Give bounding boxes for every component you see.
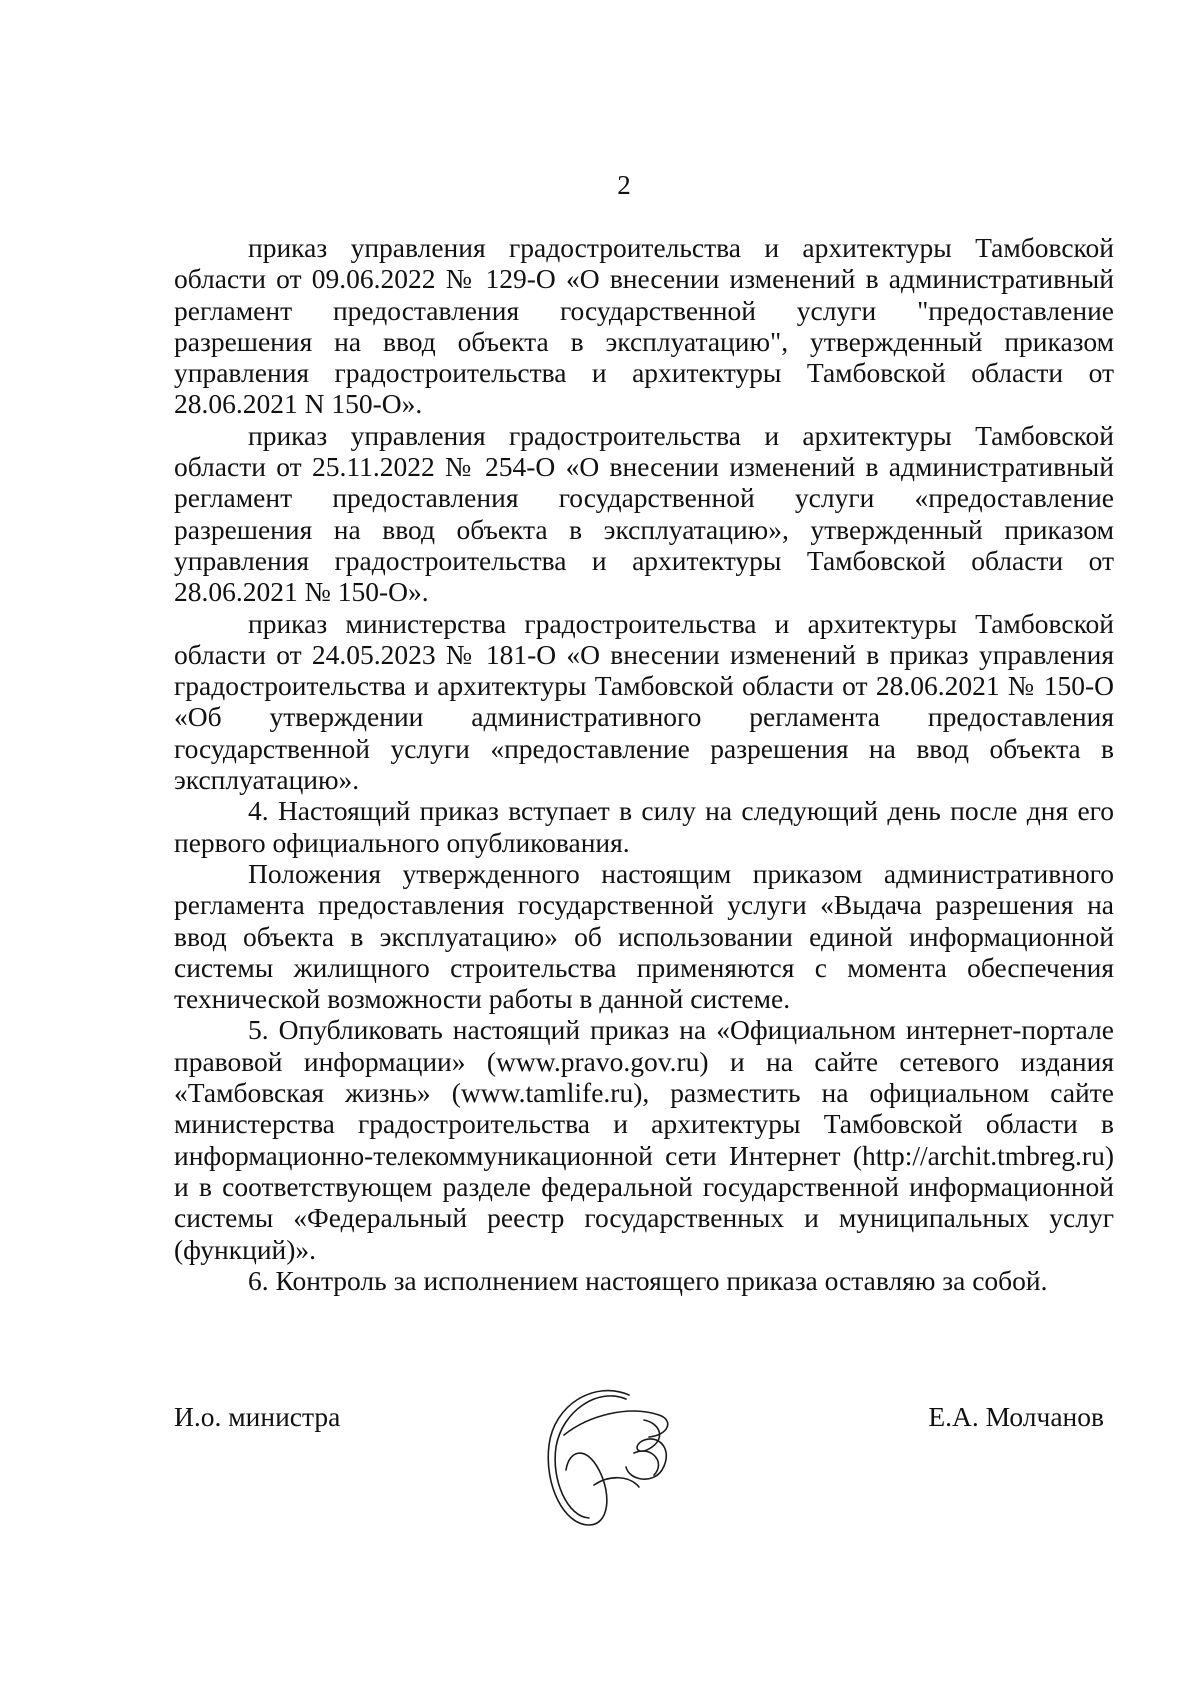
signatory-name: Е.А. Молчанов [928, 1401, 1104, 1432]
page-number: 2 [617, 170, 631, 200]
paragraph-item-4: 4. Настоящий приказ вступает в силу на следующий день после дня его первого официального опубликования. [174, 795, 1114, 858]
paragraph-item-6: 6. Контроль за исполнением настоящего приказа оставляю за собой. [248, 1264, 1048, 1296]
signature-block [174, 1385, 1114, 1555]
paragraph-provisions: Положения утвержденного настоящим приказом административного регламента предоставления государственной услуги «Выдача разрешения на ввод объекта в эксплуатацию» об использовании единой информационной системы жилищного строительства применяются с момента обеспечения технической возможности работы в данной системе. [174, 857, 1114, 1015]
paragraph-order-129: приказ управления градостроительства и архитектуры Тамбовской области от 09.06.2022 № 129-О «О внесении изменений в административный регламент предоставления государственной услуги "предоставление разрешения на ввод объекта в эксплуатацию", утвержденный приказом управления градостроительства и архитектуры Тамбовской области от 28.06.2021 N 150-О». [174, 232, 1114, 420]
document-body [174, 232, 1114, 1296]
paragraph-order-254: приказ управления градостроительства и архитектуры Тамбовской области от 25.11.2022 № 254-О «О внесении изменений в административный регламент предоставления государственной услуги «предоставление разрешения на ввод объекта в эксплуатацию», утвержденный приказом управления градостроительства и архитектуры Тамбовской области от 28.06.2021 № 150-О». [174, 419, 1114, 608]
handwritten-signature [534, 1375, 694, 1535]
paragraph-order-181: приказ министерства градостроительства и архитектуры Тамбовской области от 24.05.2023 № 181-О «О внесении изменений в приказ управления градостроительства и архитектуры Тамбовской области от 28.06.2021 № 150-О «Об утверждении административного регламента предоставления государственной услуги «предоставление разрешения на ввод объекта в эксплуатацию». [174, 607, 1114, 796]
signatory-position: И.о. министра [174, 1401, 341, 1432]
paragraph-item-5: 5. Опубликовать настоящий приказ на «Официальном интернет-портале правовой информации» (www.pravo.gov.ru) и на сайте сетевого издания «Тамбовская жизнь» (www.tamlife.ru), разместить на официальном сайте министерства градостроительства и архитектуры Тамбовской области в информационно-телекоммуникационной сети Интернет (http://archit.tmbreg.ru) и в соответствующем разделе федеральной государственной информационной системы «Федеральный реестр государственных и муниципальных услуг (функций)». [174, 1014, 1114, 1265]
